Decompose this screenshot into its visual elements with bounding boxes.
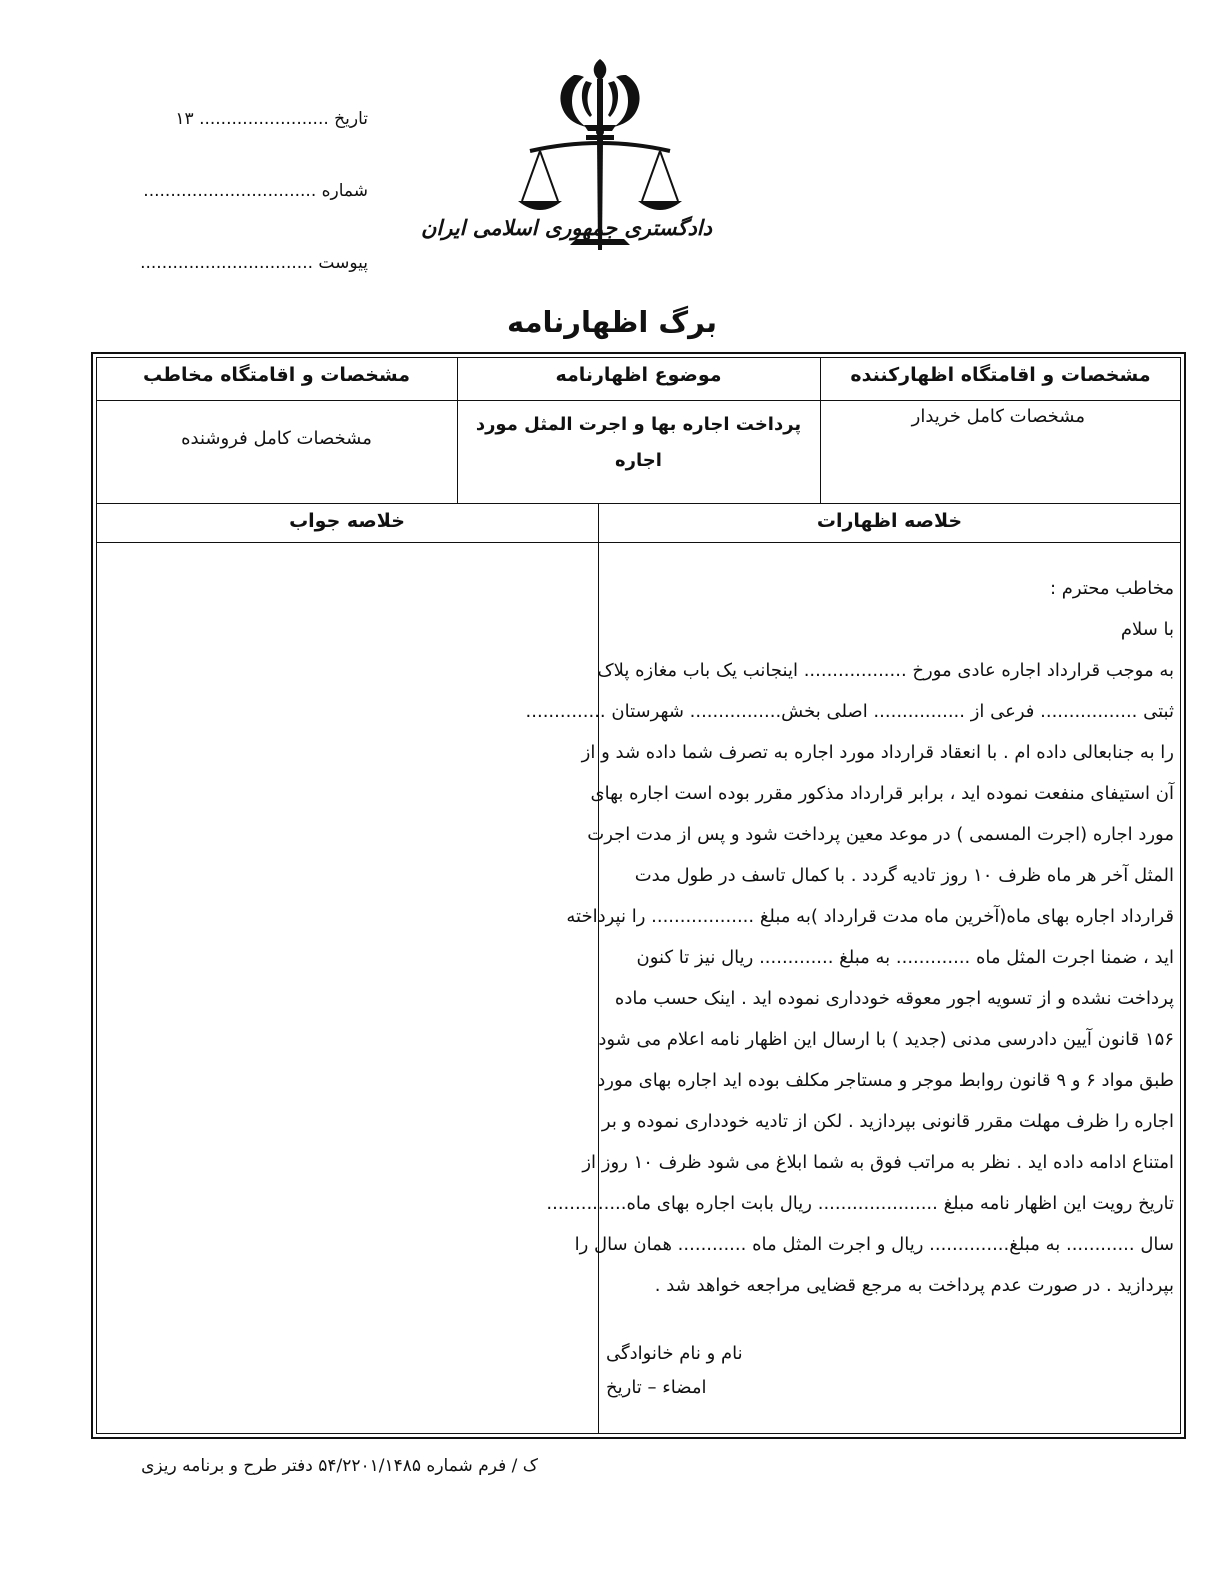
body-line: قرارداد اجاره بهای ماه(آخرین ماه مدت قرارداد )به مبلغ .................. را نپرداخته — [566, 906, 1174, 927]
statements-body — [525, 568, 1174, 1306]
body-line: المثل آخر هر ماه ظرف ۱۰ روز تادیه گردد . با کمال تاسف در طول مدت — [634, 865, 1174, 886]
body-line: پرداخت نشده و از تسویه اجور معوقه خودداری نموده اید . اینک حسب ماده — [614, 988, 1174, 1009]
body-line: آن استیفای منفعت نموده اید ، برابر قرارداد مذکور مقرر بوده است اجاره بهای — [590, 783, 1174, 804]
body-line: اید ، ضمنا اجرت المثل ماه ............. به مبلغ ............. ریال نیز تا کنون — [636, 947, 1174, 968]
body-line: بپردازید . در صورت عدم پرداخت به مرجع قضایی مراجعه خواهد شد . — [654, 1275, 1174, 1296]
addressee-header: مشخصات و اقامتگاه مخاطب — [142, 364, 410, 386]
emblem-caption: دادگستری جمهوری اسلامی ایران — [420, 215, 712, 240]
body-line: را به جنابعالی داده ام . با انعقاد قرارداد مورد اجاره به تصرف شما داده شد و از — [581, 742, 1174, 763]
number-label: شماره — [321, 181, 368, 201]
body-line: اجاره را ظرف مهلت مقرر قانونی بپردازید . لکن از تادیه خودداری نموده و بر — [601, 1111, 1174, 1132]
signature-name-label: نام و نام خانوادگی — [606, 1343, 743, 1364]
header-row-divider — [96, 400, 1181, 401]
body-line: طبق مواد ۶ و ۹ قانون روابط موجر و مستاجر مکلف بوده اید اجاره بهای مورد — [597, 1070, 1174, 1091]
attachment-label: پیوست — [318, 253, 368, 273]
attachment-field — [118, 252, 368, 274]
date-field — [118, 108, 368, 130]
body-line: تاریخ رویت این اظهار نامه مبلغ ..................... ریال بابت اجاره بهای ماه.............. — [546, 1193, 1174, 1214]
summary-column-divider — [598, 503, 599, 1434]
body-line: امتناع ادامه داده اید . نظر به مراتب فوق به شما ابلاغ می شود ظرف ۱۰ روز از — [582, 1152, 1174, 1173]
date-year: ۱۳ — [175, 109, 194, 129]
statements-header: خلاصه اظهارات — [816, 510, 963, 532]
signature-block — [606, 1337, 946, 1405]
attachment-dots: ................................ — [140, 253, 313, 273]
date-label: تاریخ — [334, 109, 368, 129]
body-line: با سلام — [1120, 619, 1174, 640]
form-title: برگ اظهارنامه — [506, 305, 718, 339]
info-row-divider — [96, 503, 1181, 504]
body-line: مورد اجاره (اجرت المسمی ) در موعد معین پرداخت شود و پس از مدت اجرت — [587, 824, 1174, 845]
signature-sign-label: امضاء – تاریخ — [606, 1377, 707, 1398]
body-line: سال ............ به مبلغ.............. ریال و اجرت المثل ماه ............ همان سال را — [574, 1234, 1174, 1255]
subject-header: موضوع اظهارنامه — [555, 364, 722, 386]
number-dots: ................................ — [143, 181, 317, 201]
addressee-value: مشخصات کامل فروشنده — [181, 428, 372, 449]
date-dots: ........................ — [199, 109, 329, 129]
declarant-value: مشخصات کامل خریدار — [911, 406, 1085, 427]
subject-value: پرداخت اجاره بها و اجرت المثل مورد اجاره — [475, 414, 802, 471]
reply-header: خلاصه جواب — [289, 510, 405, 532]
body-line: ثبتی ................. فرعی از ................ اصلی بخش................ شهرستان .............. — [525, 701, 1174, 722]
body-line: ۱۵۶ قانون آیین دادرسی مدنی (جدید ) با ارسال این اظهار نامه اعلام می شود — [598, 1029, 1174, 1050]
body-line: مخاطب محترم : — [1049, 578, 1174, 599]
declarant-header: مشخصات و اقامتگاه اظهارکننده — [850, 364, 1151, 386]
body-line: به موجب قرارداد اجاره عادی مورخ .................. اینجانب یک باب مغازه پلاک — [597, 660, 1174, 681]
footer-form-number: ک / فرم شماره ۵۴/۲۲۰۱/۱۴۸۵ دفتر طرح و برنامه ریزی — [141, 1456, 538, 1476]
summary-header-divider — [96, 542, 1181, 543]
number-field — [118, 180, 368, 202]
